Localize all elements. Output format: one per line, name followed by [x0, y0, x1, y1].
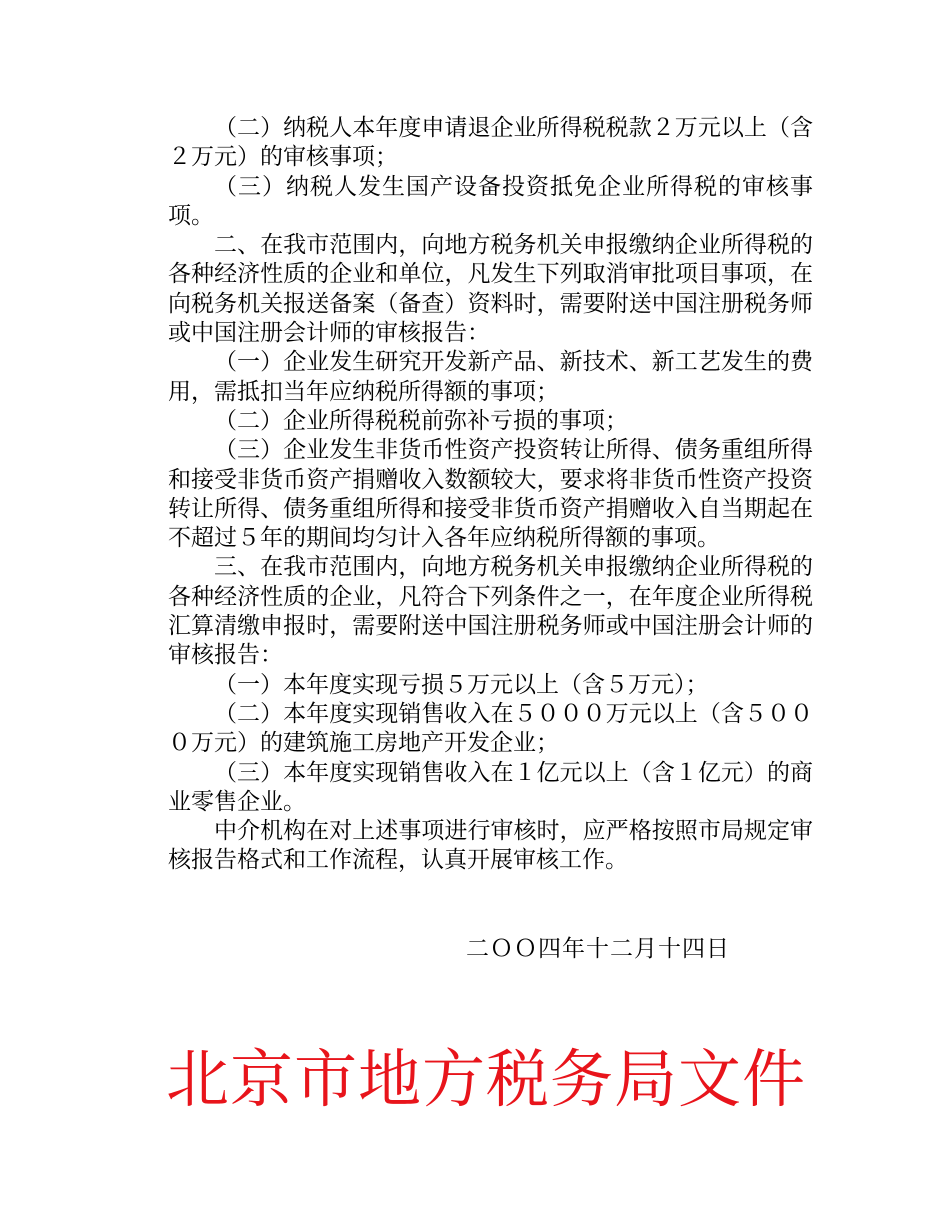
document-date: 二ＯＯ四年十二月十四日: [466, 936, 730, 962]
paragraph-section-2-item-1: （一）企业发生研究开发新产品、新技术、新工艺发生的费用，需抵扣当年应纳税所得额的事项；: [168, 349, 813, 405]
letterhead-title: 北京市地方税务局文件: [166, 1043, 806, 1116]
paragraph-2-2: （二）纳税人本年度申请退企业所得税税款２万元以上（含２万元）的审核事项；: [168, 115, 813, 171]
paragraph-section-3-item-1: （一）本年度实现亏损５万元以上（含５万元）；: [214, 671, 709, 698]
paragraph-2-3: （三）纳税人发生国产设备投资抵免企业所得税的审核事项。: [168, 173, 813, 229]
paragraph-section-2: 二、在我市范围内，向地方税务机关申报缴纳企业所得税的各种经济性质的企业和单位，凡发生下列取消审批项目事项，在向税务机关报送备案（备查）资料时，需要附送中国注册税务师或中国注册会计师的审核报告：: [168, 232, 813, 347]
paragraph-section-3-item-2: （二）本年度实现销售收入在５０００万元以上（含５０００万元）的建筑施工房地产开发企业；: [168, 700, 813, 757]
paragraph-section-2-item-3: （三）企业发生非货币性资产投资转让所得、债务重组所得和接受非货币资产捐赠收入数额较大，要求将非货币性资产投资转让所得、债务重组所得和接受非货币资产捐赠收入自当期起在不超过５年的期间均匀计入各年应纳税所得额的事项。: [168, 437, 813, 552]
paragraph-section-2-item-2: （二）企业所得税税前弥补亏损的事项；: [214, 407, 628, 434]
paragraph-closing: 中介机构在对上述事项进行审核时，应严格按照市局规定审核报告格式和工作流程，认真开展审核工作。: [168, 818, 813, 874]
paragraph-section-3: 三、在我市范围内，向地方税务机关申报缴纳企业所得税的各种经济性质的企业，凡符合下列条件之一，在年度企业所得税汇算清缴申报时，需要附送中国注册税务师或中国注册会计师的审核报告：: [168, 554, 813, 669]
document-body: [168, 114, 813, 876]
paragraph-section-3-item-3: （三）本年度实现销售收入在１亿元以上（含１亿元）的商业零售企业。: [168, 759, 813, 815]
